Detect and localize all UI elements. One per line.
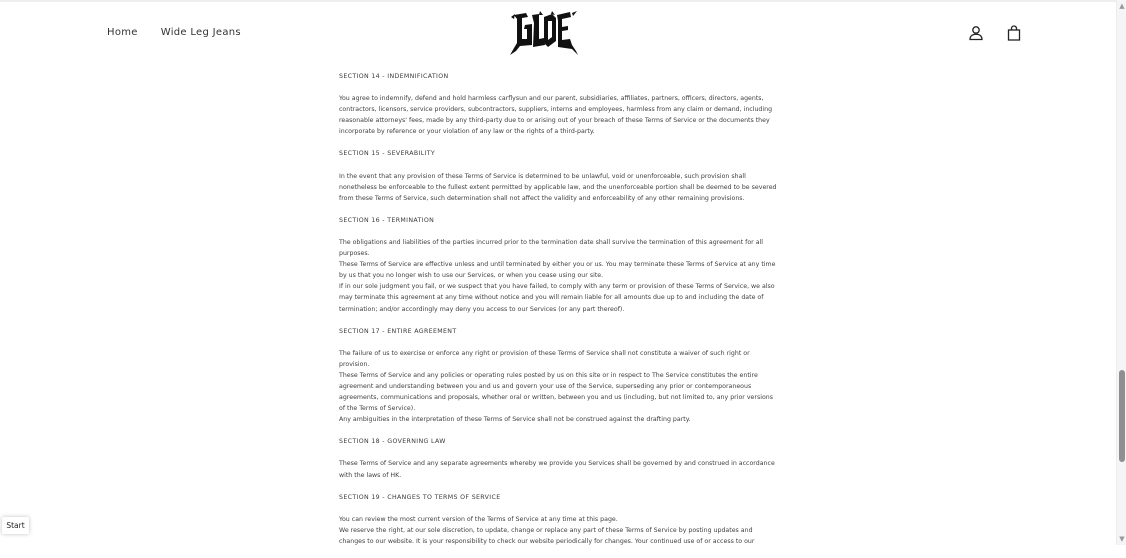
- vertical-scrollbar[interactable]: [1116, 0, 1126, 545]
- paragraph: These Terms of Service and any policies or operating rules posted by us on this site or in respect to The Service constitutes the entire agreement and understanding between you and us and govern your use of the Service, superseding any prior or contemporaneous agreements, communications and proposals, whether oral or written, between you and us (including, but not limited to, any prior versions of the Terms of Service).: [339, 371, 774, 413]
- account-icon[interactable]: [968, 25, 984, 41]
- section-title: SECTION 16 - TERMINATION: [339, 216, 435, 224]
- section-16: [339, 215, 779, 315]
- section-body: [339, 348, 779, 426]
- section-body: [339, 93, 779, 137]
- scroll-down-arrow-icon[interactable]: ▼: [1119, 535, 1125, 543]
- scroll-up-arrow-icon[interactable]: ▲: [1119, 2, 1125, 10]
- paragraph: If in our sole judgment you fail, or we suspect that you have failed, to comply with any term or provision of these Terms of Service, we also may terminate this agreement at any time without notice and you will remain liable for all amounts due up to and including the date of termination; and/or accordingly may deny you access to our Services (or any part thereof).: [339, 283, 775, 313]
- section-body: [339, 171, 779, 204]
- paragraph: In the event that any provision of these Terms of Service is determined to be unlawful, void or unenforceable, such provision shall nonetheless be enforceable to the fullest extent permitted by applicable law, and the unenforceable portion shall be deemed to be severed from these Terms of Service, such determination shall not affect the validity and enforceability of any other remaining provisions.: [339, 172, 777, 202]
- scrollbar-thumb[interactable]: [1119, 370, 1125, 462]
- nav-link-wide-leg-jeans[interactable]: Wide Leg Jeans: [160, 27, 241, 38]
- section-19: [339, 492, 779, 547]
- section-title: SECTION 15 - SEVERABILITY: [339, 150, 436, 158]
- nav-link-home[interactable]: Home: [107, 27, 138, 38]
- section-title: SECTION 19 - CHANGES TO TERMS OF SERVICE: [339, 493, 501, 501]
- logo-icon: [508, 9, 580, 57]
- paragraph: Any ambiguities in the interpretation of these Terms of Service shall not be construed against the drafting party.: [339, 416, 691, 424]
- site-header: [0, 0, 1116, 66]
- section-body: [339, 458, 779, 480]
- section-title: SECTION 18 - GOVERNING LAW: [339, 438, 446, 446]
- section-body: [339, 237, 779, 315]
- paragraph: The obligations and liabilities of the parties incurred prior to the termination date shall survive the termination of this agreement for all purposes.: [339, 238, 764, 258]
- paragraph: We reserve the right, at our sole discretion, to update, change or replace any part of these Terms of Service by posting updates and changes to our website. It is your responsibility to check our website periodically for changes. Your continued use of or access to our: [339, 526, 755, 545]
- section-title: SECTION 17 - ENTIRE AGREEMENT: [339, 327, 457, 335]
- paragraph: You can review the most current version of the Terms of Service at any time at this page.: [339, 515, 618, 523]
- paragraph: These Terms of Service are effective unless and until terminated by either you or us. You may terminate these Terms of Service at any time by us that you no longer wish to use our Services, or when you cease using our site.: [339, 261, 776, 280]
- paragraph: The failure of us to exercise or enforce any right or provision of these Terms of Service shall not constitute a waiver of such right or provision.: [339, 349, 750, 368]
- section-14: [339, 71, 779, 137]
- section-body: [339, 514, 779, 547]
- shopping-bag-icon[interactable]: [1006, 25, 1022, 41]
- header-icons: [968, 25, 1022, 41]
- section-15: [339, 148, 779, 203]
- section-17: [339, 326, 779, 426]
- terms-content: [339, 71, 779, 558]
- brand-logo[interactable]: [508, 9, 580, 57]
- start-button[interactable]: Start: [2, 517, 29, 534]
- paragraph: You agree to indemnify, defend and hold harmless carflysun and our parent, subsidiaries, affiliates, partners, officers, directors, agents, contractors, licensors, service providers, subcontractors, suppliers, interns and employees, harmless from any claim or demand, including reasonable attorneys' fees, made by any third-party due to or arising out of your breach of these Terms of Service or the documents they incorporate by reference or your violation of any law or the rights of a third-party.: [339, 95, 773, 136]
- main-nav: [107, 27, 241, 38]
- paragraph: These Terms of Service and any separate agreements whereby we provide you Services shall be governed by and construed in accordance with the laws of HK.: [339, 460, 775, 479]
- section-title: SECTION 14 - INDEMNIFICATION: [339, 73, 449, 80]
- section-18: [339, 436, 779, 480]
